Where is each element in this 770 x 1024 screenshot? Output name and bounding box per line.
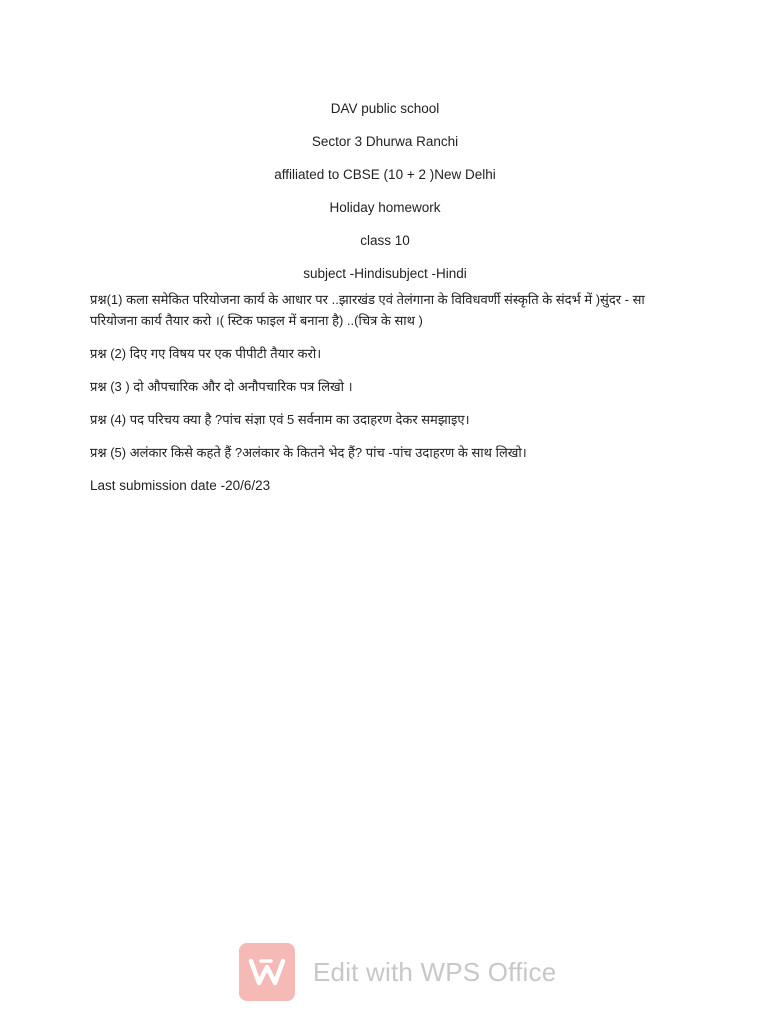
affiliation-line: affiliated to CBSE (10 + 2 )New Delhi — [274, 167, 496, 182]
question-2: प्रश्न (2) दिए गए विषय पर एक पीपीटी तैयार करो। — [90, 346, 322, 361]
question-1: प्रश्न(1) कला समेकित परियोजना कार्य के आधार पर ..झारखंड एवं तेलंगाना के विविधवर्णी संस्कृति के संदर्भ में )सुंदर - सा परियोजना कार्य तैयार करो ।( स्टिक फाइल में बनाना है) ..(चित्र के साथ ) — [90, 292, 645, 328]
question-3: प्रश्न (3 ) दो औपचारिक और दो अनौपचारिक पत्र लिखो । — [90, 379, 353, 394]
questions-list — [90, 289, 690, 496]
school-name: DAV public school — [330, 101, 440, 116]
document-title: Holiday homework — [329, 200, 441, 215]
wps-watermark[interactable] — [239, 943, 556, 1001]
question-4: प्रश्न (4) पद परिचय क्या है ?पांच संज्ञा एवं 5 सर्वनाम का उदाहरण देकर समझाइए। — [90, 412, 470, 427]
subject-line: subject -Hindisubject -Hindi — [303, 266, 467, 281]
class-line: class 10 — [360, 233, 410, 248]
wps-logo-icon — [239, 943, 295, 1001]
document-header — [0, 92, 770, 290]
wps-watermark-text: Edit with WPS Office — [313, 956, 557, 987]
school-address: Sector 3 Dhurwa Ranchi — [311, 134, 459, 149]
submission-date: Last submission date -20/6/23 — [90, 478, 271, 493]
question-5: प्रश्न (5) अलंकार किसे कहते हैं ?अलंकार के कितने भेद हैं? पांच -पांच उदाहरण के साथ लिखो। — [90, 445, 527, 460]
